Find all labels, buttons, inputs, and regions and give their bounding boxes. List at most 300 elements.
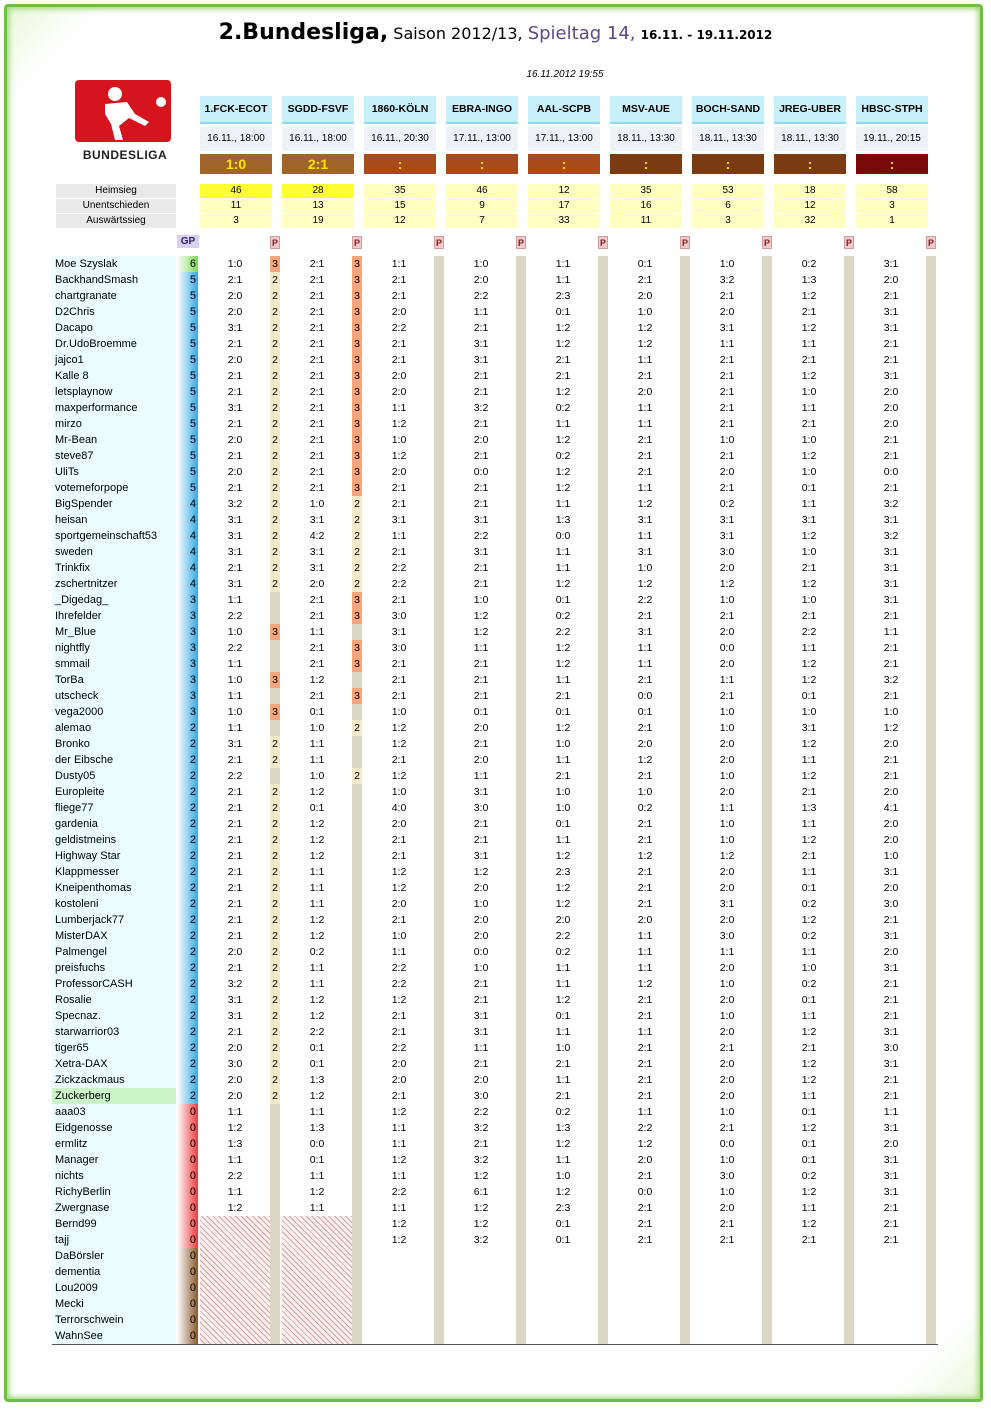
tip-cell: 1:2 bbox=[555, 482, 571, 494]
player-name: ermlitz bbox=[52, 1136, 176, 1152]
tip-cell: 2:2 bbox=[309, 1026, 325, 1038]
tip-cell: 1:1 bbox=[309, 978, 325, 990]
points-cell: 2 bbox=[270, 336, 280, 352]
tip-cell bbox=[451, 1296, 511, 1312]
tip-cell: 0:1 bbox=[801, 690, 817, 702]
tip-cell bbox=[533, 1264, 593, 1280]
tip-cell: 0:2 bbox=[801, 258, 817, 270]
tip-cell: 1:0 bbox=[719, 834, 735, 846]
points-cell: 3 bbox=[352, 368, 362, 384]
tip-cell: 2:0 bbox=[883, 882, 899, 894]
tip-cell: 1:0 bbox=[555, 738, 571, 750]
player-name: Lumberjack77 bbox=[52, 912, 176, 928]
tip-cell: 2:1 bbox=[227, 450, 243, 462]
tip-cell: 2:1 bbox=[719, 610, 735, 622]
tip-cell bbox=[451, 1312, 511, 1328]
tip-cell: 2:1 bbox=[391, 482, 407, 494]
table-row bbox=[52, 960, 938, 976]
tip-cell: 2:1 bbox=[309, 354, 325, 366]
tip-cell bbox=[615, 1264, 675, 1280]
tip-cell: 0:1 bbox=[801, 1138, 817, 1150]
points-cell: 2 bbox=[270, 496, 280, 512]
tip-cell: 1:2 bbox=[309, 914, 325, 926]
tip-cell: 2:1 bbox=[883, 450, 899, 462]
tip-cell: 1:2 bbox=[801, 450, 817, 462]
tip-cell: 2:1 bbox=[227, 338, 243, 350]
match-stat: 11 bbox=[200, 199, 272, 213]
player-gp: 2 bbox=[177, 1024, 198, 1040]
tip-cell: 2:2 bbox=[391, 562, 407, 574]
tip-cell: 3:2 bbox=[473, 402, 489, 414]
tip-cell bbox=[861, 1328, 921, 1344]
points-cell: 2 bbox=[270, 384, 280, 400]
tip-cell: 2:1 bbox=[801, 850, 817, 862]
tip-cell: 3:2 bbox=[883, 674, 899, 686]
tip-cell: 1:1 bbox=[801, 866, 817, 878]
tip-cell: 2:1 bbox=[719, 1042, 735, 1054]
tip-cell: 2:0 bbox=[227, 354, 243, 366]
tip-cell: 1:0 bbox=[309, 722, 325, 734]
tip-cell: 2:1 bbox=[637, 1074, 653, 1086]
player-name: starwarrior03 bbox=[52, 1024, 176, 1040]
tip-cell: 1:1 bbox=[391, 258, 407, 270]
table-row bbox=[52, 1008, 938, 1024]
table-row bbox=[52, 368, 938, 384]
tip-cell: 3:1 bbox=[473, 1010, 489, 1022]
tip-cell bbox=[779, 1296, 839, 1312]
tip-cell: 2:1 bbox=[637, 1090, 653, 1102]
tip-cell: 3:1 bbox=[883, 1170, 899, 1182]
tip-cell: 1:1 bbox=[719, 946, 735, 958]
tip-cell bbox=[205, 1232, 265, 1248]
tip-cell: 2:1 bbox=[309, 306, 325, 318]
player-gp: 4 bbox=[177, 528, 198, 544]
points-cell: 3 bbox=[270, 624, 280, 640]
tip-cell: 1:2 bbox=[801, 1026, 817, 1038]
points-cell: 2 bbox=[270, 1072, 280, 1088]
player-gp: 0 bbox=[177, 1200, 198, 1216]
points-cell bbox=[352, 912, 362, 928]
tip-cell: 3:1 bbox=[473, 338, 489, 350]
tip-cell: 2:0 bbox=[719, 786, 735, 798]
tip-cell: 2:2 bbox=[227, 1170, 243, 1182]
match-result: : bbox=[446, 154, 518, 174]
tip-cell: 2:1 bbox=[883, 1090, 899, 1102]
tip-cell: 1:2 bbox=[801, 1186, 817, 1198]
points-cell: 2 bbox=[270, 1024, 280, 1040]
tip-cell: 1:1 bbox=[227, 690, 243, 702]
tip-cell: 2:0 bbox=[227, 1074, 243, 1086]
table-row bbox=[52, 816, 938, 832]
table-row bbox=[52, 688, 938, 704]
tip-cell bbox=[451, 1280, 511, 1296]
player-name: Trinkfix bbox=[52, 560, 176, 576]
player-gp: 2 bbox=[177, 912, 198, 928]
tip-cell: 3:2 bbox=[473, 1234, 489, 1246]
points-cell: 2 bbox=[270, 880, 280, 896]
points-cell bbox=[270, 1280, 280, 1296]
tip-cell: 2:0 bbox=[883, 1138, 899, 1150]
tip-cell: 3:1 bbox=[227, 402, 243, 414]
tip-cell: 2:2 bbox=[391, 322, 407, 334]
tip-cell: 1:1 bbox=[637, 418, 653, 430]
tip-cell: 2:3 bbox=[555, 1202, 571, 1214]
points-cell: 2 bbox=[270, 896, 280, 912]
tip-cell: 1:1 bbox=[555, 258, 571, 270]
points-cell: 3 bbox=[352, 416, 362, 432]
points-cell bbox=[270, 1200, 280, 1216]
player-gp: 2 bbox=[177, 1088, 198, 1104]
tip-cell: 3:1 bbox=[801, 514, 817, 526]
tip-cell: 1:2 bbox=[391, 866, 407, 878]
table-row bbox=[52, 400, 938, 416]
player-name: Dr.UdoBroemme bbox=[52, 336, 176, 352]
table-row bbox=[52, 608, 938, 624]
points-cell: 2 bbox=[270, 432, 280, 448]
tip-cell: 2:1 bbox=[227, 1026, 243, 1038]
tip-cell: 1:1 bbox=[801, 642, 817, 654]
player-gp: 2 bbox=[177, 864, 198, 880]
player-gp: 5 bbox=[177, 304, 198, 320]
table-row bbox=[52, 336, 938, 352]
tip-cell bbox=[615, 1296, 675, 1312]
tip-cell: 1:1 bbox=[555, 962, 571, 974]
points-cell: 2 bbox=[270, 464, 280, 480]
player-gp: 5 bbox=[177, 272, 198, 288]
tip-cell: 2:1 bbox=[883, 290, 899, 302]
tip-cell: 3:0 bbox=[227, 1058, 243, 1070]
points-cell bbox=[352, 880, 362, 896]
player-name: BigSpender bbox=[52, 496, 176, 512]
points-cell bbox=[270, 1328, 280, 1344]
tip-cell: 2:1 bbox=[637, 770, 653, 782]
tip-cell: 2:1 bbox=[637, 898, 653, 910]
match-name: BOCH-SAND bbox=[692, 96, 764, 124]
player-name: der Eibsche bbox=[52, 752, 176, 768]
tip-cell: 1:2 bbox=[309, 786, 325, 798]
points-cell bbox=[352, 1152, 362, 1168]
tip-cell: 2:1 bbox=[309, 418, 325, 430]
points-cell: 2 bbox=[352, 576, 362, 592]
tip-cell: 3:1 bbox=[719, 530, 735, 542]
points-cell: 3 bbox=[270, 704, 280, 720]
player-silhouette-icon bbox=[75, 80, 171, 142]
points-cell bbox=[352, 1008, 362, 1024]
match-name: 1860-KÖLN bbox=[364, 96, 436, 124]
tip-cell: 2:1 bbox=[637, 1042, 653, 1054]
tip-cell: 3:1 bbox=[227, 738, 243, 750]
tip-cell: 3:1 bbox=[227, 546, 243, 558]
tip-cell: 3:1 bbox=[883, 866, 899, 878]
tip-cell: 1:1 bbox=[309, 882, 325, 894]
player-name: utscheck bbox=[52, 688, 176, 704]
player-name: heisan bbox=[52, 512, 176, 528]
tip-cell: 1:1 bbox=[637, 946, 653, 958]
player-name: kostoleni bbox=[52, 896, 176, 912]
tip-cell: 2:0 bbox=[227, 1042, 243, 1054]
tip-cell bbox=[205, 1328, 265, 1344]
tip-cell bbox=[779, 1328, 839, 1344]
player-name: Bernd99 bbox=[52, 1216, 176, 1232]
player-gp: 5 bbox=[177, 480, 198, 496]
tip-cell: 2:1 bbox=[473, 418, 489, 430]
tip-cell: 1:1 bbox=[801, 338, 817, 350]
tip-cell: 1:1 bbox=[309, 898, 325, 910]
tip-cell: 0:0 bbox=[883, 466, 899, 478]
player-name: Zickzackmaus bbox=[52, 1072, 176, 1088]
table-row bbox=[52, 496, 938, 512]
tip-cell: 1:2 bbox=[555, 338, 571, 350]
points-cell: 3 bbox=[352, 480, 362, 496]
tip-cell: 1:2 bbox=[801, 578, 817, 590]
tip-cell: 1:2 bbox=[227, 1202, 243, 1214]
tip-cell: 0:1 bbox=[309, 802, 325, 814]
points-cell: 2 bbox=[270, 368, 280, 384]
tip-cell: 2:0 bbox=[473, 722, 489, 734]
tip-cell: 2:1 bbox=[883, 642, 899, 654]
match-result: : bbox=[364, 154, 436, 174]
player-gp: 5 bbox=[177, 368, 198, 384]
points-header-icon: P bbox=[845, 238, 852, 248]
tip-cell: 2:0 bbox=[719, 306, 735, 318]
tip-cell: 1:1 bbox=[801, 498, 817, 510]
tip-cell bbox=[287, 1296, 347, 1312]
tip-cell: 2:1 bbox=[473, 994, 489, 1006]
tip-cell: 1:2 bbox=[555, 434, 571, 446]
tip-cell: 1:2 bbox=[801, 530, 817, 542]
tip-cell: 2:1 bbox=[883, 338, 899, 350]
tip-cell: 1:1 bbox=[473, 642, 489, 654]
match-name: JREG-UBER bbox=[774, 96, 846, 124]
player-name: Kalle 8 bbox=[52, 368, 176, 384]
tip-cell bbox=[205, 1248, 265, 1264]
tip-cell bbox=[533, 1312, 593, 1328]
player-name: jajco1 bbox=[52, 352, 176, 368]
points-header-icon: P bbox=[271, 238, 278, 248]
tip-cell: 1:0 bbox=[801, 466, 817, 478]
points-header-icon: P bbox=[681, 238, 688, 248]
tip-cell: 0:1 bbox=[473, 706, 489, 718]
tip-cell: 2:2 bbox=[555, 626, 571, 638]
tip-cell: 2:1 bbox=[391, 1090, 407, 1102]
tip-cell: 2:2 bbox=[227, 610, 243, 622]
tip-cell: 2:1 bbox=[555, 370, 571, 382]
tip-cell: 1:1 bbox=[883, 1106, 899, 1118]
match-stat: 46 bbox=[446, 184, 518, 198]
tip-cell: 2:0 bbox=[227, 466, 243, 478]
tip-cell: 1:1 bbox=[637, 482, 653, 494]
player-name: Rosalie bbox=[52, 992, 176, 1008]
tip-cell: 0:2 bbox=[555, 402, 571, 414]
player-gp: 0 bbox=[177, 1120, 198, 1136]
player-gp: 4 bbox=[177, 512, 198, 528]
match-stat: 15 bbox=[364, 199, 436, 213]
tip-cell: 2:1 bbox=[555, 354, 571, 366]
player-name: Dacapo bbox=[52, 320, 176, 336]
tip-cell: 2:0 bbox=[883, 386, 899, 398]
tip-cell: 1:2 bbox=[555, 994, 571, 1006]
table-row bbox=[52, 896, 938, 912]
tip-cell: 1:1 bbox=[637, 642, 653, 654]
points-cell: 3 bbox=[352, 272, 362, 288]
tip-cell: 1:1 bbox=[637, 930, 653, 942]
tip-cell: 1:2 bbox=[801, 674, 817, 686]
tip-cell: 2:1 bbox=[719, 1218, 735, 1230]
tip-cell: 2:0 bbox=[391, 306, 407, 318]
points-cell bbox=[270, 1296, 280, 1312]
tip-cell: 2:0 bbox=[719, 1202, 735, 1214]
points-cell: 2 bbox=[352, 528, 362, 544]
tip-cell: 1:1 bbox=[391, 1138, 407, 1150]
season-label: Saison 2012/13, bbox=[393, 24, 523, 43]
player-gp: 6 bbox=[177, 256, 198, 272]
tip-cell: 2:1 bbox=[391, 498, 407, 510]
table-row bbox=[52, 448, 938, 464]
tip-cell: 1:1 bbox=[801, 946, 817, 958]
tip-cell: 2:2 bbox=[555, 930, 571, 942]
tip-cell: 2:1 bbox=[637, 818, 653, 830]
table-row bbox=[52, 1104, 938, 1120]
match-date: 18.11., 13:30 bbox=[610, 127, 682, 151]
table-row bbox=[52, 1264, 938, 1280]
tip-cell: 1:0 bbox=[637, 786, 653, 798]
tip-cell: 2:1 bbox=[309, 258, 325, 270]
tip-cell: 1:2 bbox=[473, 626, 489, 638]
table-row bbox=[52, 768, 938, 784]
points-cell: 2 bbox=[270, 544, 280, 560]
tip-cell: 1:2 bbox=[391, 1154, 407, 1166]
tip-cell: 1:0 bbox=[391, 786, 407, 798]
points-cell bbox=[352, 1216, 362, 1232]
player-gp: 2 bbox=[177, 1072, 198, 1088]
tip-cell: 3:1 bbox=[883, 930, 899, 942]
points-cell bbox=[352, 960, 362, 976]
tip-cell: 1:0 bbox=[227, 674, 243, 686]
match-stat: 28 bbox=[282, 184, 354, 198]
tip-cell: 1:1 bbox=[391, 1202, 407, 1214]
table-row bbox=[52, 1120, 938, 1136]
tip-cell: 1:0 bbox=[801, 386, 817, 398]
player-gp: 2 bbox=[177, 816, 198, 832]
player-name: nightfly bbox=[52, 640, 176, 656]
tip-cell: 2:1 bbox=[227, 834, 243, 846]
tip-cell: 2:0 bbox=[227, 946, 243, 958]
tip-cell: 1:1 bbox=[391, 1170, 407, 1182]
tip-cell: 2:1 bbox=[473, 450, 489, 462]
tip-cell: 1:2 bbox=[801, 1074, 817, 1086]
tip-cell: 1:2 bbox=[637, 322, 653, 334]
tip-cell bbox=[205, 1280, 265, 1296]
table-row bbox=[52, 1088, 938, 1104]
tip-cell: 1:2 bbox=[473, 1170, 489, 1182]
tip-cell: 2:1 bbox=[391, 594, 407, 606]
tip-cell: 2:3 bbox=[555, 866, 571, 878]
table-row bbox=[52, 880, 938, 896]
tip-cell: 2:1 bbox=[473, 370, 489, 382]
tip-cell: 1:0 bbox=[309, 770, 325, 782]
tip-cell: 2:0 bbox=[719, 914, 735, 926]
tip-cell: 1:1 bbox=[555, 754, 571, 766]
player-name: Mr-Bean bbox=[52, 432, 176, 448]
points-cell bbox=[352, 704, 362, 720]
tip-cell: 2:1 bbox=[227, 418, 243, 430]
tip-cell: 2:0 bbox=[391, 818, 407, 830]
table-row bbox=[52, 1056, 938, 1072]
tip-cell: 1:2 bbox=[555, 722, 571, 734]
tip-cell: 1:3 bbox=[801, 274, 817, 286]
match-stat: 35 bbox=[364, 184, 436, 198]
points-cell bbox=[352, 992, 362, 1008]
tip-cell: 1:2 bbox=[391, 418, 407, 430]
tip-cell: 3:1 bbox=[883, 962, 899, 974]
points-cell bbox=[270, 656, 280, 672]
match-date: 18.11., 13:30 bbox=[774, 127, 846, 151]
tip-cell: 1:2 bbox=[719, 850, 735, 862]
page-title bbox=[0, 20, 991, 45]
tip-cell: 1:2 bbox=[555, 322, 571, 334]
tip-cell: 1:2 bbox=[637, 850, 653, 862]
tip-cell: 2:0 bbox=[391, 466, 407, 478]
tip-cell: 0:0 bbox=[473, 466, 489, 478]
tip-cell bbox=[451, 1264, 511, 1280]
tip-cell: 2:1 bbox=[637, 450, 653, 462]
tip-cell: 0:1 bbox=[801, 482, 817, 494]
tip-cell: 1:1 bbox=[555, 546, 571, 558]
points-cell: 3 bbox=[352, 400, 362, 416]
tip-cell: 1:2 bbox=[473, 610, 489, 622]
player-gp: 2 bbox=[177, 848, 198, 864]
tip-cell: 1:2 bbox=[473, 866, 489, 878]
match-stat: 3 bbox=[856, 199, 928, 213]
tip-cell: 2:0 bbox=[227, 1090, 243, 1102]
player-name: mirzo bbox=[52, 416, 176, 432]
tip-cell: 2:1 bbox=[391, 658, 407, 670]
tip-cell: 2:2 bbox=[473, 530, 489, 542]
tip-cell: 2:1 bbox=[883, 1010, 899, 1022]
tip-cell: 2:0 bbox=[391, 1058, 407, 1070]
tip-cell: 1:1 bbox=[391, 1122, 407, 1134]
tip-cell: 2:0 bbox=[473, 914, 489, 926]
points-cell bbox=[352, 784, 362, 800]
tip-cell: 2:0 bbox=[473, 882, 489, 894]
match-stat: 1 bbox=[856, 214, 928, 228]
tip-cell: 1:1 bbox=[555, 1074, 571, 1086]
tip-cell: 2:0 bbox=[883, 274, 899, 286]
table-row bbox=[52, 416, 938, 432]
tip-cell: 1:2 bbox=[473, 1202, 489, 1214]
match-date: 16.11., 18:00 bbox=[282, 127, 354, 151]
tip-cell: 1:1 bbox=[555, 674, 571, 686]
points-cell: 3 bbox=[270, 256, 280, 272]
tip-cell: 1:2 bbox=[391, 770, 407, 782]
tip-cell: 1:2 bbox=[801, 1058, 817, 1070]
table-row bbox=[52, 304, 938, 320]
match-date: 17.11., 13:00 bbox=[446, 127, 518, 151]
player-gp: 2 bbox=[177, 800, 198, 816]
tip-cell: 2:1 bbox=[309, 386, 325, 398]
points-cell bbox=[270, 1184, 280, 1200]
player-gp: 2 bbox=[177, 768, 198, 784]
match-name: SGDD-FSVF bbox=[282, 96, 354, 124]
points-cell bbox=[352, 928, 362, 944]
points-header-icon: P bbox=[927, 238, 934, 248]
tip-cell: 1:1 bbox=[309, 1170, 325, 1182]
table-row bbox=[52, 832, 938, 848]
tip-cell: 1:1 bbox=[227, 658, 243, 670]
tip-cell: 2:0 bbox=[719, 626, 735, 638]
tip-cell: 2:0 bbox=[719, 962, 735, 974]
player-name: Mr_Blue bbox=[52, 624, 176, 640]
